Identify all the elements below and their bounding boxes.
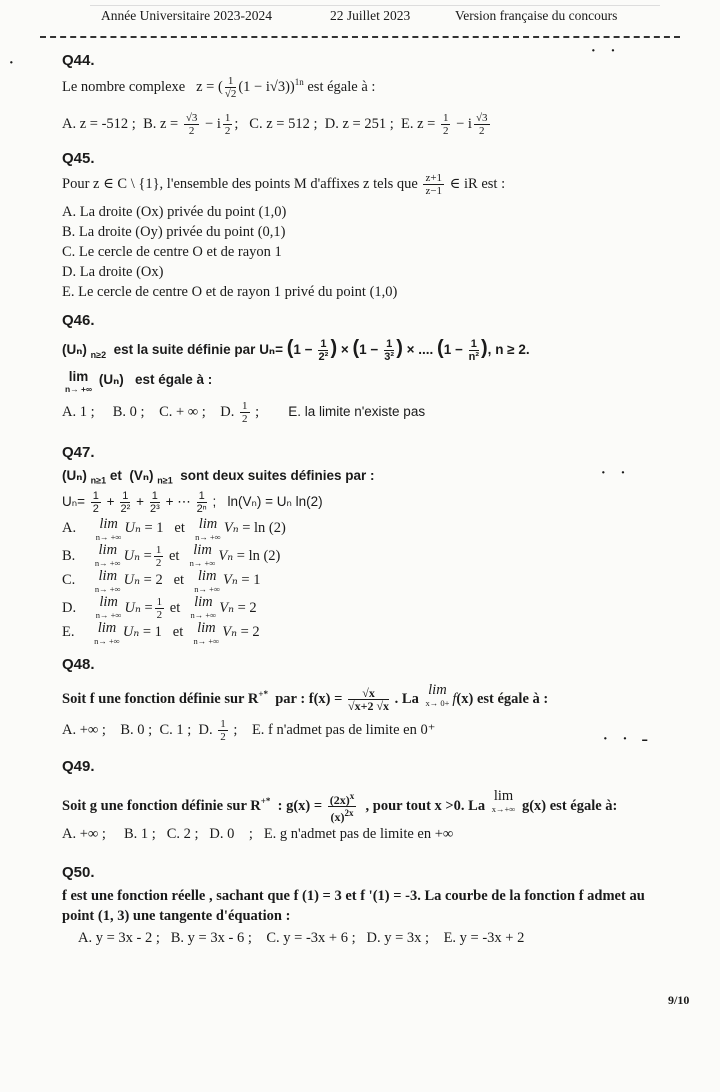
header-top-strip [90, 0, 660, 6]
q47-option-c-v: = 1 [241, 572, 261, 588]
q48-stem-text: Soit f une fonction définie sur R [62, 690, 259, 707]
q49-title: Q49. [62, 758, 95, 775]
q47-option-b-u: = [143, 547, 152, 564]
q46-title: Q46. [62, 312, 95, 329]
q44-options: A. z = -512 ; B. z = $\frac{√3}{2}$ − i $\frac{1}{2}$ ; C. z = 512 ; D. z = 251 ; E. z = $\frac{1}{2}$ − i $\frac{√3}{2}$ [62, 112, 488, 137]
q50-options [78, 928, 524, 948]
q47-title: Q47. [62, 444, 95, 461]
q48-title: Q48. [62, 656, 95, 673]
q45-option-e: E. Le cercle de centre O et de rayon 1 privé du point (1,0) [62, 284, 398, 300]
q47-option-e-letter: E. [62, 624, 75, 640]
q47-option-b-letter: B. [62, 547, 76, 564]
q47-option-d-u: = [144, 599, 153, 616]
q50-line1: f est une fonction réelle , sachant que f (1) = 3 et f '(1) = -3. La courbe de la fonction f admet au [62, 888, 645, 904]
q48-stem: Soit f une fonction définie sur R+* par : f(x) = $\frac{√x}{√x+2 √x}$ . La lim x→ 0+ f(x) est égale à : [62, 682, 549, 713]
stray-marks-3: · · - [602, 728, 652, 750]
q44-stem-text: Le nombre complexe [62, 78, 186, 95]
q49-stem-text: Soit g une fonction définie sur R [62, 797, 261, 814]
q44-option-a: A. z = -512 ; [62, 115, 136, 132]
q49-stem: Soit g une fonction définie sur R+* : g(x) = $\frac{(2x)^x}{(x)^{2x}}$ , pour tout x >0. La lim x→+∞ g(x) est égale à: [62, 788, 618, 824]
q49-option-c: C. 2 ; [166, 826, 199, 842]
q46-options: A. 1 ; B. 0 ; C. + ∞ ; D. $\frac{1}{2}$ ; E. la limite n'existe pas [62, 400, 426, 425]
q47-option-e-u: = 1 [142, 624, 162, 640]
q48-option-a: A. +∞ ; [62, 721, 106, 738]
q50-option-c: C. y = -3x + 6 ; [266, 930, 356, 946]
q48-option-b: B. 0 ; [120, 721, 153, 738]
q45-title: Q45. [62, 150, 95, 167]
q46-option-c: C. + ∞ ; [159, 403, 206, 420]
q46-stem: (Uₙ) $_{n\ge 2}$ est la suite définie par Uₙ= (1 − $\frac{1}{\text{2²}}$ ) × (1 − $\frac{1}{\text{3²}}$ ) × .... (1 − $\frac{1}{\text{n²}}$ ), n ≥ 2. [62, 337, 530, 363]
q46-option-a: A. 1 ; [62, 403, 95, 420]
q49-options: A. +∞ ; B. 1 ; C. 2 ; D. 0 ; E. g n'admet pas de limite en +∞ [62, 826, 454, 842]
q44-option-c: C. z = 512 ; [249, 115, 318, 132]
q49-tail: , pour tout x >0. La [365, 797, 486, 814]
q44-option-b: B. z = [143, 115, 179, 132]
stray-marks-2: · · [600, 462, 631, 484]
stray-marks-1: · · [590, 40, 621, 62]
q44-option-e: E. z = [401, 115, 436, 132]
q49-option-e: E. g n'admet pas de limite en +∞ [263, 826, 454, 842]
q47-stem-text: sont deux suites définies par : [180, 468, 375, 483]
q50-option-b: B. y = 3x - 6 ; [170, 930, 252, 946]
q47-option-a-v: = ln (2) [242, 520, 286, 536]
q47-option-b-v: = ln (2) [236, 547, 281, 564]
q49-option-b: B. 1 ; [124, 826, 156, 842]
q47-option-d: D. lim n→ +∞ Uₙ = $\frac{1}{2}$ et lim n→ +∞ Vₙ = 2 [62, 594, 257, 621]
q50-option-a: A. y = 3x - 2 ; [78, 930, 160, 946]
q48-option-e: E. f n'admet pas de limite en 0⁺ [251, 721, 436, 738]
stray-marks-4: · [8, 52, 19, 74]
q46-limit-line: lim n→ +∞ (Uₙ) est égale à : [65, 369, 213, 394]
q46-option-d: D. [220, 403, 235, 420]
q44-stem: Le nombre complexe z = ( $\frac{1}{√2}$ (1 − i√3))$^{1n}$ est égale à : [62, 75, 376, 100]
q50-option-e: E. y = -3x + 2 [443, 930, 525, 946]
q46-option-e: E. la limite n'existe pas [288, 403, 426, 419]
q44-title: Q44. [62, 52, 95, 69]
q44-tail: est égale à : [307, 78, 376, 95]
q48-option-d: D. [198, 721, 213, 738]
q47-option-d-letter: D. [62, 599, 77, 616]
header-divider [40, 36, 680, 38]
q45-option-d: D. La droite (Ox) [62, 264, 164, 280]
q47-definition: Uₙ= $\frac{1}{2}$ + $\frac{1}{\text{2²}}$ + $\frac{1}{\text{2³}}$ + ⋯ $\frac{1}{\text{2ⁿ}}$ ; ln(Vₙ) = Uₙ ln(2) [62, 490, 323, 515]
q48-options: A. +∞ ; B. 0 ; C. 1 ; D. $\frac{1}{2}$ ; E. f n'admet pas de limite en 0⁺ [62, 718, 436, 743]
q49-tail2: est égale à: [549, 797, 618, 814]
q47-option-e-v: = 2 [240, 624, 260, 640]
header-academic-year: Année Universitaire 2023-2024 [101, 8, 272, 23]
q47-stem: (Uₙ) $_{n\ge 1}$ et (Vₙ) $_{n\ge 1}$ sont deux suites définies par : [62, 468, 375, 486]
q48-option-c: C. 1 ; [159, 721, 192, 738]
q46-limit-text: est égale à : [134, 372, 213, 387]
q49-option-d: D. 0 [209, 826, 235, 842]
q47-option-a-letter: A. [62, 520, 77, 536]
q45-option-c: C. Le cercle de centre O et de rayon 1 [62, 244, 282, 260]
q46-stem-text: est la suite définie par [113, 342, 256, 358]
q45-tail: ∈ iR est : [449, 175, 506, 192]
q47-relation: ln(Vₙ) = Uₙ ln(2) [227, 494, 323, 510]
q46-product: Uₙ= (1 − $\frac{1}{\text{2²}}$ ) × (1 − $\frac{1}{\text{3²}}$ ) × .... (1 − $\frac{1}{\text{n²}}$ ), [259, 337, 492, 363]
page-number: 9/10 [668, 993, 690, 1007]
q47-option-c-u: = 2 [143, 572, 163, 588]
q47-option-c-letter: C. [62, 572, 76, 588]
q45-stem: Pour z ∈ C \ {1}, l'ensemble des points M d'affixes z tels que $\frac{z+1}{z-1}$ ∈ iR est : [62, 172, 506, 197]
q48-tail: est égale à : [476, 690, 549, 707]
q46-condition: n ≥ 2. [495, 342, 530, 358]
q47-option-b: B. lim n→ +∞ Uₙ = $\frac{1}{2}$ et lim n→ +∞ Vₙ = ln (2) [62, 542, 281, 569]
q45-stem-text: Pour z ∈ C \ {1}, l'ensemble des points M d'affixes z tels que [62, 175, 418, 192]
q47-option-d-v: = 2 [237, 599, 257, 616]
q47-option-a: A. lim n→ +∞ Uₙ = 1 et lim n→ +∞ Vₙ = ln (2) [62, 516, 286, 542]
header-date: 22 Juillet 2023 [330, 8, 411, 23]
q49-option-a: A. +∞ ; [62, 826, 106, 842]
q44-formula: ( $\frac{1}{√2}$ (1 − i√3))$^{1n}$ [217, 75, 304, 100]
q50-title: Q50. [62, 864, 95, 881]
q50-option-d: D. y = 3x ; [366, 930, 430, 946]
q47-option-e: E. lim n→ +∞ Uₙ = 1 et lim n→ +∞ Vₙ = 2 [62, 620, 260, 646]
q45-option-b: B. La droite (Oy) privée du point (0,1) [62, 224, 286, 240]
q47-option-a-u: = 1 [144, 520, 164, 536]
header-version: Version française du concours [455, 8, 618, 23]
q45-option-a: A. La droite (Ox) privée du point (1,0) [62, 204, 287, 220]
q48-mid: . La [394, 690, 419, 707]
q50-line2: point (1, 3) une tangente d'équation : [62, 908, 291, 924]
q44-option-d: D. z = 251 ; [324, 115, 394, 132]
q47-option-c: C. lim n→ +∞ Uₙ = 2 et lim n→ +∞ Vₙ = 1 [62, 568, 261, 594]
q46-option-b: B. 0 ; [112, 403, 145, 420]
